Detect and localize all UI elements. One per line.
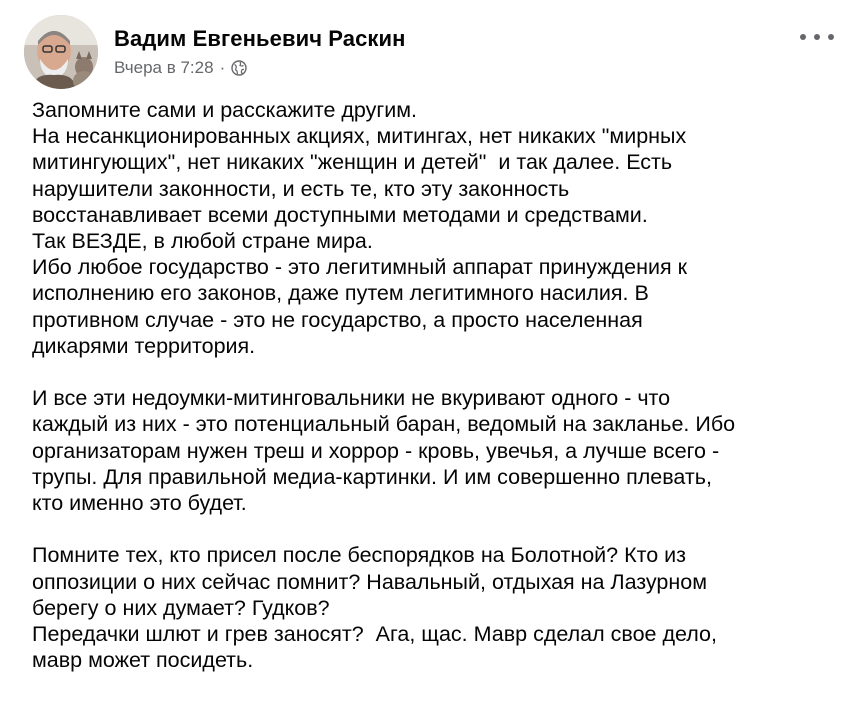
text-line: нарушители законности, и есть те, кто эту законность [32,176,570,201]
text-line: Передачки шлют и грев заносят? Ага, щас. Мавр сделал свое дело, [32,622,717,647]
post-meta [114,58,247,78]
post-paragraph [32,385,832,516]
text-line: оппозиции о них сейчас помнит? Навальный, отдыхая на Лазурном [32,569,707,594]
text-line: дикарями территория. [32,333,256,358]
text-line: восстанавливает всеми доступными методами и средствами. [32,202,648,227]
post-paragraph [32,542,832,673]
text-line: исполнению его законов, даже путем легитимного насилия. В [32,281,649,306]
text-line: мавр может посидеть. [32,648,254,673]
avatar-photo [24,15,98,89]
author-avatar[interactable] [24,15,98,89]
text-line: каждый из них - это потенциальный баран, ведомый на закланье. Ибо [32,412,736,437]
more-dot [800,34,806,40]
paragraph-gap [32,516,832,542]
text-line: И все эти недоумки-митинговальники не вкуривают одного - что [32,386,671,411]
text-line: Так ВЕЗДЕ, в любой стране мира. [32,229,373,254]
text-line: Запомните сами и расскажите другим. [32,98,417,122]
globe-icon[interactable] [231,60,247,76]
text-line: кто именно это будет. [32,491,247,516]
text-line: Помните тех, кто присел после беспорядков на Болотной? Кто из [32,543,687,568]
author-name[interactable]: Вадим Евгеньевич Раскин [114,26,406,51]
text-line: берегу о них думает? Гудков? [32,595,330,620]
paragraph-gap [32,359,832,385]
post-timestamp[interactable]: Вчера в 7:28 [114,58,214,77]
text-line: организаторам нужен треш и хоррор - кровь, увечья, а лучше всего - [32,438,720,463]
text-line: Ибо любое государство - это легитимный аппарат принуждения к [32,255,688,280]
more-dot [814,34,820,40]
post-paragraph [32,97,832,359]
text-line: противном случае - это не государство, а просто населенная [32,307,643,332]
text-line: На несанкционированных акциях, митингах, нет никаких "мирных [32,124,687,149]
meta-separator: · [219,58,226,77]
more-dot [828,34,834,40]
post-text [32,97,832,673]
text-line: митингующих", нет никаких "женщин и детей" и так далее. Есть [32,150,673,175]
more-options-icon[interactable] [800,30,834,44]
text-line: трупы. Для правильной медиа-картинки. И им совершенно плевать, [32,464,712,489]
